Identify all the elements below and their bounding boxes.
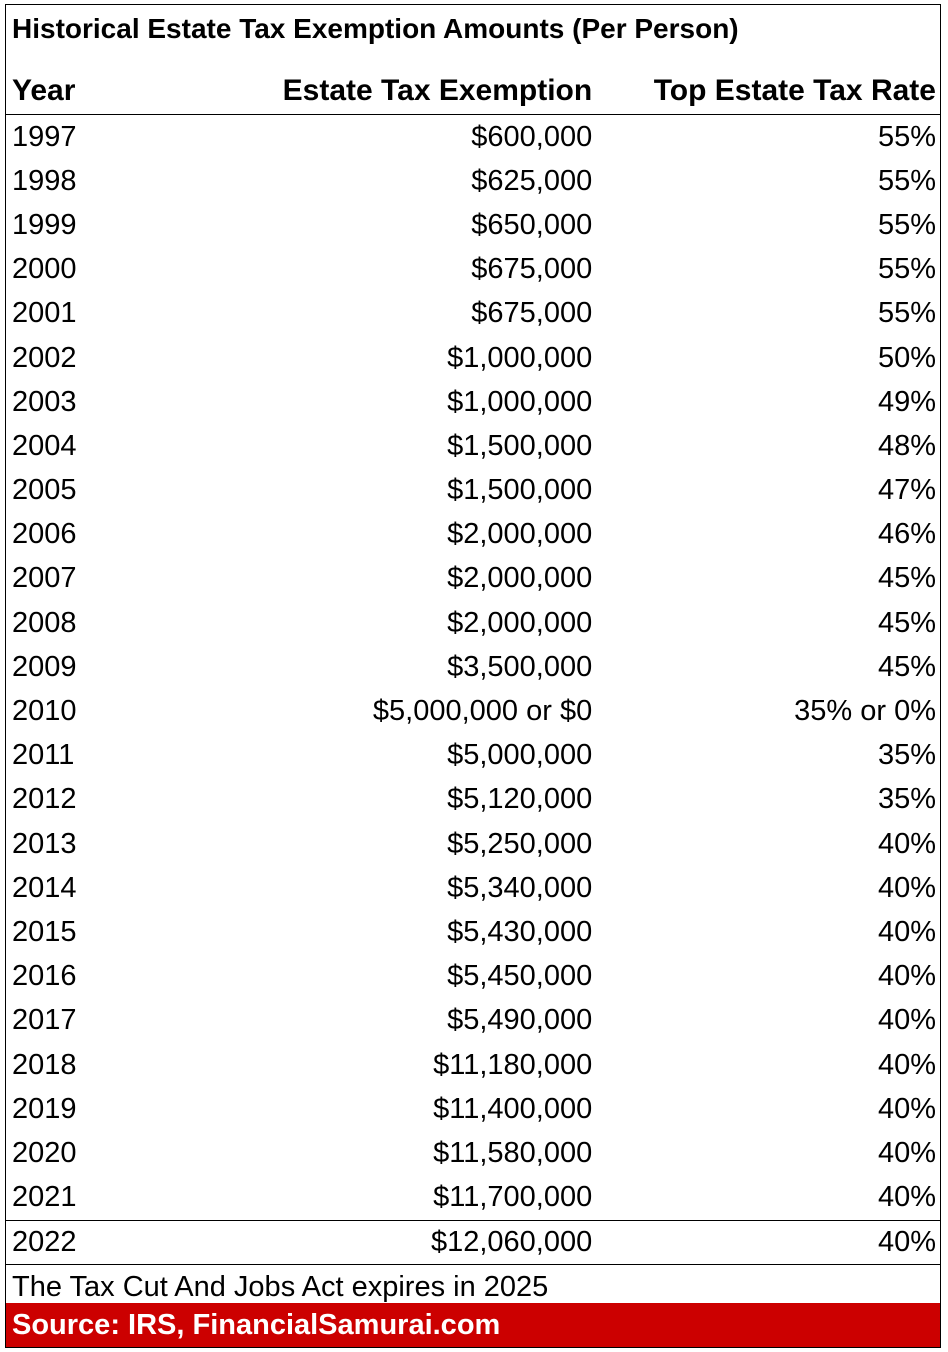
table-row xyxy=(6,999,940,1043)
table-row xyxy=(6,1087,940,1131)
table-row xyxy=(6,380,940,424)
header-exemption: Estate Tax Exemption xyxy=(282,74,593,107)
cell-exemption: $1,000,000 xyxy=(447,341,593,374)
cell-exemption: $5,120,000 xyxy=(447,783,593,816)
cell-rate: 45% xyxy=(877,606,936,639)
cell-exemption: $600,000 xyxy=(471,120,593,153)
cell-rate: 35% xyxy=(877,739,936,772)
table-row xyxy=(6,822,940,866)
cell-year: 2016 xyxy=(12,960,77,993)
cell-year: 2015 xyxy=(12,915,77,948)
table-row xyxy=(6,689,940,733)
cell-exemption: $1,500,000 xyxy=(447,429,593,462)
cell-rate: 40% xyxy=(877,1092,936,1125)
table-row xyxy=(6,469,940,513)
cell-year: 2020 xyxy=(12,1136,77,1169)
cell-year: 2011 xyxy=(12,739,75,772)
estate-tax-table xyxy=(5,4,941,1348)
table-row xyxy=(6,866,940,910)
cell-exemption: $5,490,000 xyxy=(447,1004,593,1037)
cell-rate: 45% xyxy=(877,562,936,595)
cell-exemption: $2,000,000 xyxy=(447,562,593,595)
cell-year: 2004 xyxy=(12,429,77,462)
table-row xyxy=(6,336,940,380)
cell-year: 2007 xyxy=(12,562,77,595)
cell-year: 2002 xyxy=(12,341,77,374)
cell-exemption: $650,000 xyxy=(471,208,593,241)
table-row xyxy=(6,734,940,778)
table-row xyxy=(6,248,940,292)
table-row xyxy=(6,424,940,468)
header-rate: Top Estate Tax Rate xyxy=(653,74,936,107)
cell-rate: 35% xyxy=(877,783,936,816)
cell-year: 2001 xyxy=(12,297,77,330)
table-row xyxy=(6,159,940,203)
table-header-row xyxy=(6,55,940,115)
cell-rate: 47% xyxy=(877,474,936,507)
table-title: Historical Estate Tax Exemption Amounts (Per Person) xyxy=(12,13,739,44)
cell-exemption: $625,000 xyxy=(471,164,593,197)
cell-rate: 40% xyxy=(877,871,936,904)
cell-rate: 40% xyxy=(877,1048,936,1081)
footnote: The Tax Cut And Jobs Act expires in 2025 xyxy=(6,1264,940,1308)
table-row xyxy=(6,1131,940,1175)
cell-rate: 48% xyxy=(877,429,936,462)
cell-exemption: $675,000 xyxy=(471,253,593,286)
cell-exemption: $5,450,000 xyxy=(447,960,593,993)
cell-year: 2017 xyxy=(12,1004,77,1037)
table-row xyxy=(6,203,940,247)
table-row xyxy=(6,910,940,954)
cell-exemption: $2,000,000 xyxy=(447,606,593,639)
cell-rate: 55% xyxy=(877,253,936,286)
source-banner: Source: IRS, FinancialSamurai.com xyxy=(6,1303,940,1347)
cell-exemption: $2,000,000 xyxy=(447,518,593,551)
cell-exemption: $1,000,000 xyxy=(447,385,593,418)
cell-rate: 35% or 0% xyxy=(794,695,936,728)
cell-year: 2013 xyxy=(12,827,77,860)
table-row xyxy=(6,645,940,689)
table-row xyxy=(6,1220,940,1264)
cell-year: 2003 xyxy=(12,385,77,418)
table-row xyxy=(6,1176,940,1220)
cell-exemption: $11,700,000 xyxy=(433,1181,593,1214)
cell-year: 2008 xyxy=(12,606,77,639)
cell-exemption: $5,340,000 xyxy=(447,871,593,904)
cell-year: 2021 xyxy=(12,1181,77,1214)
cell-exemption: $5,250,000 xyxy=(447,827,593,860)
cell-rate: 55% xyxy=(877,120,936,153)
cell-exemption: $5,000,000 xyxy=(447,739,593,772)
cell-exemption: $675,000 xyxy=(471,297,593,330)
cell-exemption: $12,060,000 xyxy=(430,1225,593,1258)
cell-exemption: $5,430,000 xyxy=(447,915,593,948)
table-body xyxy=(6,115,940,1264)
cell-year: 1997 xyxy=(12,120,77,153)
cell-year: 2022 xyxy=(12,1225,77,1258)
cell-year: 2019 xyxy=(12,1092,77,1125)
cell-year: 1998 xyxy=(12,164,77,197)
cell-rate: 46% xyxy=(877,518,936,551)
table-row xyxy=(6,955,940,999)
cell-exemption: $11,180,000 xyxy=(433,1048,593,1081)
cell-rate: 40% xyxy=(877,1181,936,1214)
cell-rate: 55% xyxy=(877,164,936,197)
cell-year: 2006 xyxy=(12,518,77,551)
cell-year: 1999 xyxy=(12,208,77,241)
cell-year: 2009 xyxy=(12,650,77,683)
table-row xyxy=(6,1043,940,1087)
cell-exemption: $3,500,000 xyxy=(447,650,593,683)
table-row xyxy=(6,513,940,557)
table-row xyxy=(6,292,940,336)
cell-year: 2014 xyxy=(12,871,77,904)
cell-rate: 45% xyxy=(877,650,936,683)
cell-rate: 55% xyxy=(877,297,936,330)
cell-exemption: $11,400,000 xyxy=(433,1092,593,1125)
cell-exemption: $5,000,000 or $0 xyxy=(372,695,593,728)
cell-rate: 49% xyxy=(877,385,936,418)
cell-rate: 40% xyxy=(877,1225,936,1258)
table-row xyxy=(6,601,940,645)
cell-year: 2000 xyxy=(12,253,77,286)
cell-rate: 50% xyxy=(877,341,936,374)
cell-exemption: $1,500,000 xyxy=(447,474,593,507)
cell-exemption: $11,580,000 xyxy=(433,1136,593,1169)
cell-rate: 40% xyxy=(877,915,936,948)
cell-rate: 40% xyxy=(877,1136,936,1169)
cell-year: 2010 xyxy=(12,695,77,728)
table-row xyxy=(6,557,940,601)
cell-rate: 40% xyxy=(877,1004,936,1037)
cell-year: 2018 xyxy=(12,1048,77,1081)
header-year: Year xyxy=(12,74,76,107)
cell-year: 2012 xyxy=(12,783,77,816)
cell-year: 2005 xyxy=(12,474,77,507)
table-row xyxy=(6,115,940,159)
cell-rate: 40% xyxy=(877,827,936,860)
cell-rate: 55% xyxy=(877,208,936,241)
table-row xyxy=(6,778,940,822)
cell-rate: 40% xyxy=(877,960,936,993)
